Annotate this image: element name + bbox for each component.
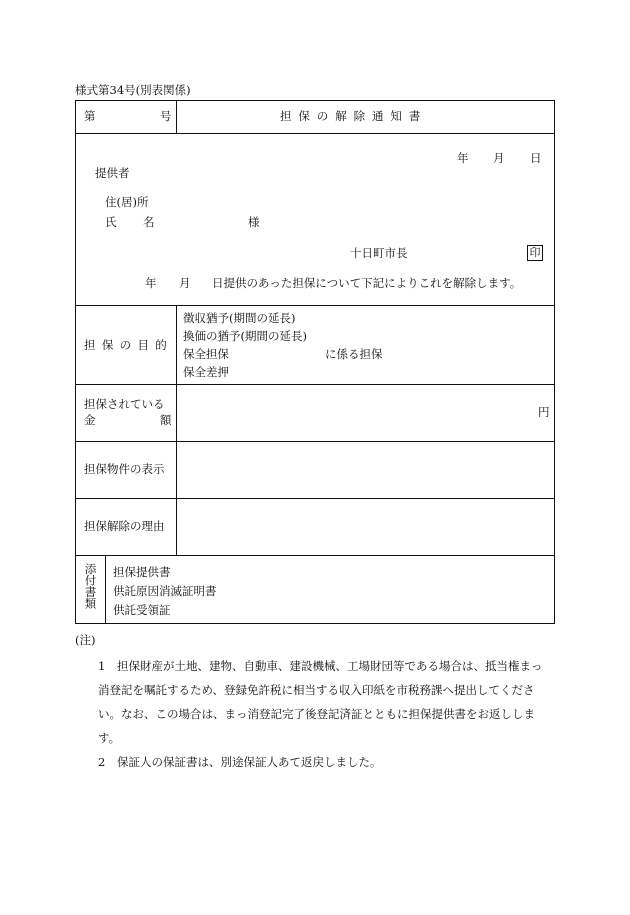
column-divider	[176, 305, 177, 555]
honorific: 様	[248, 215, 260, 229]
row-divider	[75, 133, 555, 134]
note-2-number: 2	[98, 755, 106, 769]
number-label-suffix: 号	[160, 109, 172, 123]
seal-mark: 印	[527, 245, 543, 261]
document-title: 担保の解除通知書	[280, 109, 428, 123]
note-1-line-4: す。	[98, 731, 121, 745]
note-1-line-3: い。なお、この場合は、まっ消登記完了後登記済証とともに担保提供書をお返ししま	[98, 707, 535, 721]
row-divider	[75, 555, 555, 556]
column-divider	[176, 100, 177, 133]
date-year: 年	[457, 151, 469, 165]
form-label: 様式第34号(別表関係)	[75, 83, 191, 97]
note-1-number: 1	[98, 659, 106, 673]
attachments-label: 添付書類	[83, 563, 98, 609]
row-divider	[75, 441, 555, 442]
amount-label-kin: 金	[84, 413, 96, 427]
amount-label-gaku: 額	[160, 413, 172, 427]
property-label: 担保物件の表示	[84, 462, 165, 476]
purpose-item-2: 換価の猶予(期間の延長)	[183, 329, 307, 343]
notes-heading: (注)	[75, 633, 96, 647]
row-divider	[75, 498, 555, 499]
amount-label-line1: 担保されている	[84, 397, 165, 411]
attachment-item-1: 担保提供書	[113, 565, 171, 579]
note-2-text: 保証人の保証書は、別途保証人あて返戻しました。	[117, 755, 382, 769]
body-month: 月	[179, 276, 191, 290]
number-label-prefix: 第	[84, 109, 96, 123]
name-label-1: 氏	[105, 215, 117, 229]
purpose-suffix: に係る担保	[325, 347, 383, 361]
note-1-line-1: 担保財産が土地、建物、自動車、建設機械、工場財団等である場合は、抵当権まっ	[117, 659, 543, 673]
issuer-name: 十日町市長	[350, 246, 408, 260]
amount-unit: 円	[538, 405, 550, 419]
body-text: 日提供のあった担保について下記によりこれを解除します。	[212, 276, 522, 290]
attachment-item-3: 供託受領証	[113, 603, 171, 617]
row-divider	[75, 305, 555, 306]
reason-label: 担保解除の理由	[84, 519, 165, 533]
purpose-item-3: 保全担保	[183, 347, 229, 361]
body-year: 年	[145, 276, 157, 290]
purpose-label: 担保の目的	[84, 338, 174, 352]
attachment-item-2: 供託原因消滅証明書	[113, 584, 217, 598]
form-table	[75, 100, 555, 624]
note-1-line-2: 消登記を嘱託するため、登録免許税に相当する収入印紙を市税務課へ提出してくださ	[98, 683, 535, 697]
purpose-item-4: 保全差押	[183, 365, 229, 379]
provider-label: 提供者	[95, 166, 130, 180]
date-day: 日	[530, 151, 542, 165]
row-divider	[75, 384, 555, 385]
purpose-item-1: 徴収猶予(期間の延長)	[183, 311, 296, 325]
date-month: 月	[493, 151, 505, 165]
name-label-2: 名	[143, 215, 155, 229]
address-label: 住(居)所	[105, 195, 149, 209]
column-divider	[105, 555, 106, 624]
